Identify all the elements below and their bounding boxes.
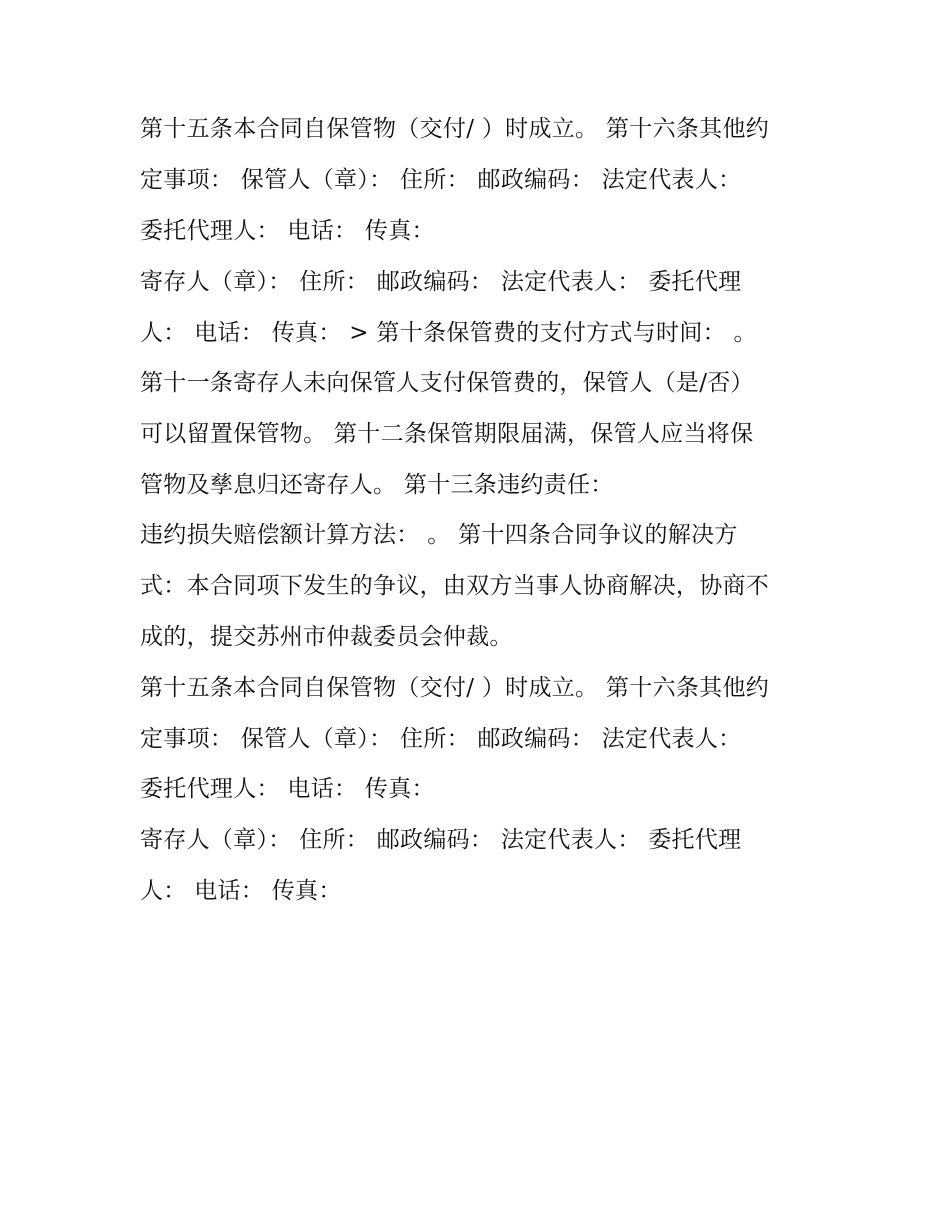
text-line: 定事项： 保管人（章）： 住所： 邮政编码： 法定代表人：: [140, 726, 742, 752]
text-line: 委托代理人： 电话： 传真：: [140, 218, 435, 244]
text-line: 定事项： 保管人（章）： 住所： 邮政编码： 法定代表人：: [140, 167, 742, 193]
text-line: 第十五条本合同自保管物（交付/ ）时成立。 第十六条其他约: [140, 116, 770, 142]
text-line: 成的，提交苏州市仲裁委员会仲裁。: [140, 624, 513, 650]
text-line: 第十五条本合同自保管物（交付/ ）时成立。 第十六条其他约: [140, 675, 770, 701]
text-line: 寄存人（章）： 住所： 邮政编码： 法定代表人： 委托代理: [140, 827, 742, 853]
text-line: 人： 电话： 传真：: [140, 878, 342, 904]
text-line: 寄存人（章）： 住所： 邮政编码： 法定代表人： 委托代理: [140, 269, 742, 295]
text-line: 可以留置保管物。 第十二条保管期限届满，保管人应当将保: [140, 421, 754, 447]
text-line: 违约损失赔偿额计算方法： 。 第十四条合同争议的解决方: [140, 522, 738, 548]
text-line: 式：本合同项下发生的争议，由双方当事人协商解决，协商不: [140, 573, 770, 599]
text-line: 管物及孳息归还寄存人。 第十三条违约责任：: [140, 472, 614, 498]
text-line: 委托代理人： 电话： 传真：: [140, 776, 435, 802]
text-line: 人： 电话： 传真： > 第十条保管费的支付方式与时间： 。: [140, 320, 757, 346]
text-line: 第十一条寄存人未向保管人支付保管费的，保管人（是/否）: [140, 370, 754, 396]
